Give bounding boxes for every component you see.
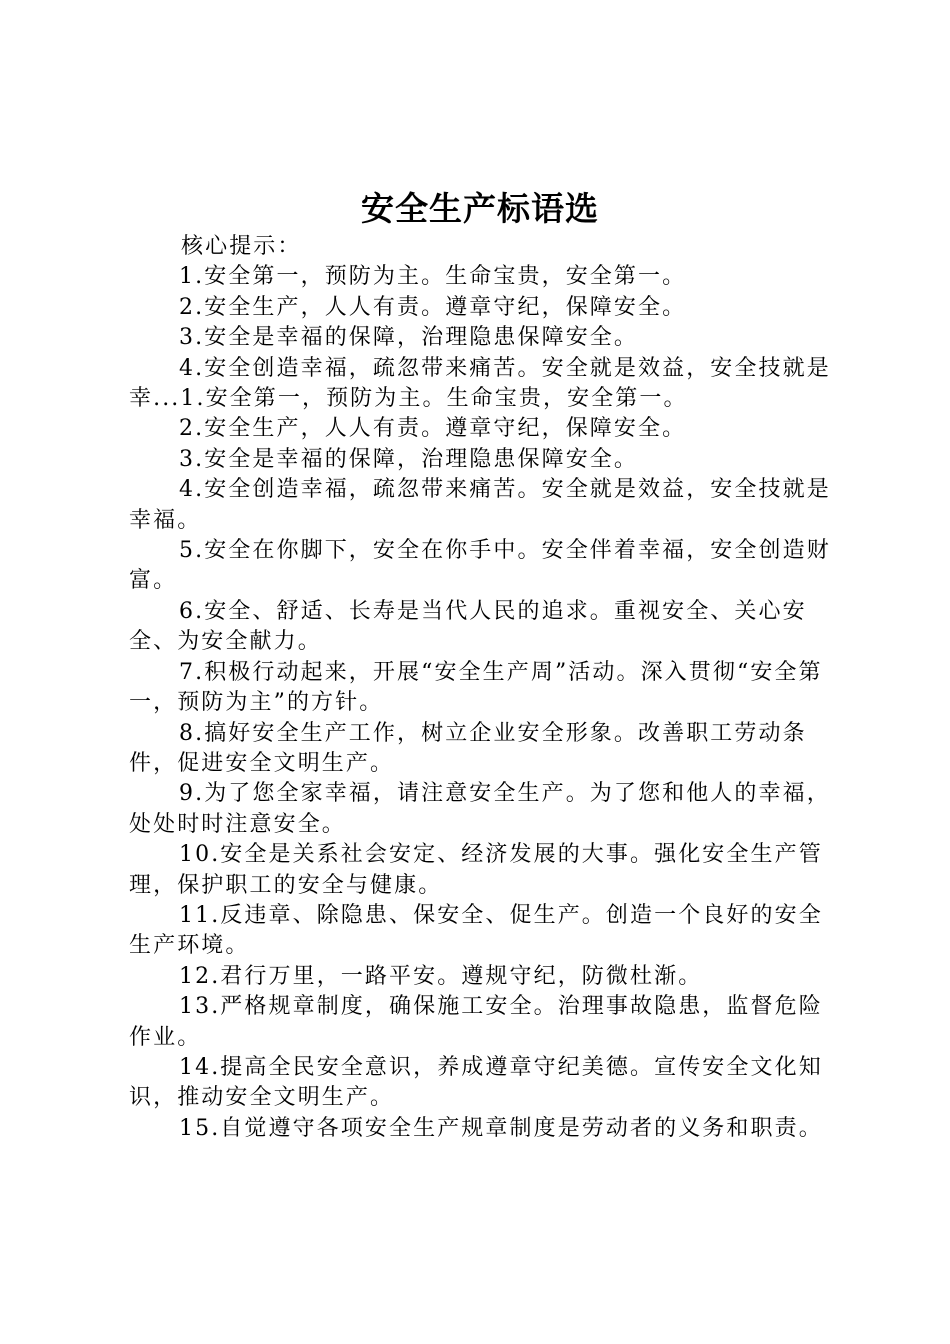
document-title: 安全生产标语选 — [361, 189, 599, 228]
slogan-paragraph: 3.安全是幸福的保障，治理隐患保障安全。 — [179, 325, 638, 351]
slogan-paragraph: 12.君行万里，一路平安。遵规守纪，防微杜渐。 — [179, 963, 703, 989]
slogan-paragraph: 9.为了您全家幸福，请注意安全生产。为了您和他人的幸福，处处时时注意安全。 — [129, 781, 831, 837]
slogan-paragraph: 14.提高全民安全意识，养成遵章守纪美德。宣传安全文化知识，推动安全文明生产。 — [129, 1054, 823, 1111]
slogan-paragraph: 4.安全创造幸福，疏忽带来痛苦。安全就是效益，安全技就是幸福。 — [129, 477, 831, 533]
slogan-paragraph: 13.严格规章制度，确保施工安全。治理事故隐患，监督危险作业。 — [129, 994, 823, 1050]
slogan-paragraph: 3.安全是幸福的保障，治理隐患保障安全。 — [179, 446, 638, 472]
intro-label: 核心提示： — [181, 234, 302, 259]
document-body — [129, 232, 834, 1144]
slogan-paragraph: 15.自觉遵守各项安全生产规章制度是劳动者的义务和职责。 — [179, 1115, 823, 1141]
slogan-paragraph: 6.安全、舒适、长寿是当代人民的追求。重视安全、关心安全、为安全献力。 — [129, 598, 807, 655]
slogan-paragraph: 8.搞好安全生产工作，树立企业安全形象。改善职工劳动条件，促进安全文明生产。 — [129, 720, 807, 776]
slogan-paragraph: 4.安全创造幸福，疏忽带来痛苦。安全就是效益，安全技就是幸...1.安全第一，预防为主。生命宝贵，安全第一。 — [129, 355, 831, 412]
slogan-paragraph: 10.安全是关系社会安定、经济发展的大事。强化安全生产管理，保护职工的安全与健康。 — [129, 842, 823, 898]
slogan-paragraph: 1.安全第一，预防为主。生命宝贵，安全第一。 — [179, 264, 687, 290]
slogan-paragraph: 2.安全生产，人人有责。遵章守纪，保障安全。 — [179, 416, 687, 442]
slogan-paragraph: 2.安全生产，人人有责。遵章守纪，保障安全。 — [179, 294, 687, 320]
slogan-paragraph: 11.反违章、除隐患、保安全、促生产。创造一个良好的安全生产环境。 — [129, 902, 823, 959]
slogan-paragraph: 7.积极行动起来，开展“安全生产周”活动。深入贯彻“安全第一，预防为主”的方针。 — [129, 659, 823, 716]
slogan-paragraph: 5.安全在你脚下，安全在你手中。安全伴着幸福，安全创造财富。 — [129, 538, 831, 594]
